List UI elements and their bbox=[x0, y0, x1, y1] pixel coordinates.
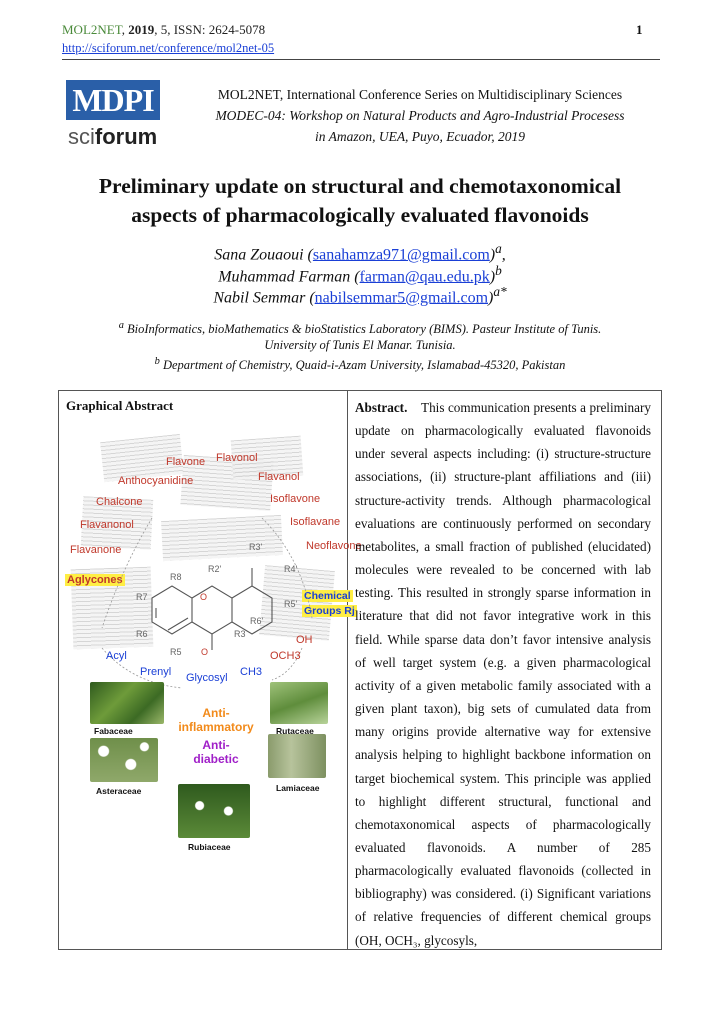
author-trail: , bbox=[501, 246, 506, 264]
mdpi-logo-text: MDPI bbox=[66, 80, 160, 120]
family-lamiaceae: Lamiaceae bbox=[276, 783, 320, 793]
ring-b bbox=[232, 586, 272, 634]
author-1: Sana Zouaoui (sanahamza971@gmail.com)$^a$, bbox=[214, 241, 506, 264]
activity-anti-inflammatory bbox=[168, 706, 264, 734]
activity-line: Anti- bbox=[202, 738, 230, 752]
r-label: R4' bbox=[284, 564, 298, 574]
rubiaceae-photo bbox=[178, 784, 250, 838]
r-label: R8 bbox=[170, 572, 182, 582]
r-label: R3 bbox=[234, 629, 246, 639]
class-anthocyanidine: Anthocyanidine bbox=[118, 475, 194, 487]
paper-title bbox=[60, 172, 660, 230]
class-flavanonol: Flavanonol bbox=[80, 519, 134, 531]
activity-line: inflammatory bbox=[178, 720, 254, 734]
box-column-divider bbox=[347, 390, 348, 950]
chemical-groups-label-1: Chemical bbox=[304, 590, 351, 602]
class-isoflavane: Isoflavane bbox=[290, 516, 341, 528]
family-rutaceae: Rutaceae bbox=[276, 726, 314, 736]
class-chalcone: Chalcone bbox=[96, 496, 143, 508]
group-och3: OCH3 bbox=[270, 650, 301, 662]
r-label: R7 bbox=[136, 592, 148, 602]
class-flavanol: Flavanol bbox=[258, 471, 300, 483]
ring-a bbox=[152, 586, 192, 634]
class-flavonol: Flavonol bbox=[216, 452, 258, 464]
family-asteraceae: Asteraceae bbox=[96, 786, 142, 796]
conference-location: in Amazon, UEA, Puyo, Ecuador, 2019 bbox=[314, 129, 526, 144]
rutaceae-photo bbox=[270, 682, 328, 724]
group-oh: OH bbox=[296, 634, 313, 646]
group-glycosyl: Glycosyl bbox=[186, 672, 228, 684]
class-neoflavone: Neoflavone bbox=[306, 540, 362, 552]
journal-name: MOL2NET bbox=[62, 22, 122, 37]
running-head: MOL2NET, 2019, 5, ISSN: 2624-5078 bbox=[62, 22, 266, 37]
author-name: Muhammad Farman bbox=[218, 268, 351, 286]
activity-line: diabetic bbox=[193, 752, 239, 766]
sciforum-sci: sci bbox=[68, 124, 95, 149]
affiliation-b-sup: b bbox=[154, 356, 160, 367]
header-divider bbox=[62, 59, 660, 60]
r-label: R6' bbox=[250, 616, 264, 626]
abstract-body: This communication presents a preliminary update on pharmacologically evaluated flavonoids under several aspects including: (i) structure-structure associations, (ii) structure-plant affiliations and (iii) structure-activity trends. Although pharmacological evaluations are continuously performed on secondary metabolites, a small fraction of published (elucidated) molecules were revealed to be concerned with lab testing. This resulted in strongly sparse information in literature that did not favor integrative work in this field. While sparse data don’t favor intensive analysis of well target system (e.g. a given pharmacological activity of a given metabolic family associated with a given plant taxon), big sets of cumulated data from many origins provide alternative way for extensive analysis helping to highlight backbone information on target biochemical system. This principle was applied to highlight different structural, functional and chemotaxonomical aspects of pharmacologically evaluated flavonoids. A number of 285 pharmacologically evaluated flavonoids (collected in bibliography) was considered. (i) Significant variations of relative frequencies of different chemical groups (OH, OCH₃, glycosyls, bbox=[355, 400, 651, 948]
class-flavone: Flavone bbox=[166, 456, 206, 468]
fabaceae-photo bbox=[90, 682, 164, 724]
r-label: R6 bbox=[136, 629, 148, 639]
author-sup: a* bbox=[493, 284, 507, 299]
abstract-label: Abstract. bbox=[355, 400, 408, 415]
ring-c bbox=[192, 586, 232, 634]
class-isoflavone: Isoflavone bbox=[270, 493, 321, 505]
atom-o-ring: O bbox=[200, 592, 208, 602]
abstract-text bbox=[355, 396, 651, 952]
sciforum-forum: forum bbox=[94, 124, 158, 149]
atom-o-carbonyl: O bbox=[201, 647, 209, 657]
affiliation-a-line1: BioInformatics, bioMathematics & bioStatistics Laboratory (BIMS). Pasteur Institute of Tunis. bbox=[127, 322, 602, 337]
graphical-abstract-figure bbox=[62, 418, 362, 888]
author-sup: b bbox=[495, 263, 502, 278]
conference-workshop: MODEC-04: Workshop on Natural Products and Agro-Industrial Procesess bbox=[215, 108, 625, 123]
sciforum-logo-text bbox=[68, 124, 157, 150]
asteraceae-photo bbox=[90, 738, 158, 782]
graphical-abstract-heading: Graphical Abstract bbox=[66, 398, 174, 413]
group-ch3: CH3 bbox=[240, 666, 263, 678]
aglycones-label: Aglycones bbox=[67, 574, 123, 586]
author-email-link[interactable]: nabilsemmar5@gmail.com bbox=[314, 289, 489, 307]
group-prenyl: Prenyl bbox=[140, 666, 172, 678]
r-label: R2' bbox=[208, 564, 222, 574]
conference-url-link[interactable]: http://sciforum.net/conference/mol2net-05 bbox=[62, 41, 275, 55]
group-acyl: Acyl bbox=[106, 650, 127, 662]
title-line-2: aspects of pharmacologically evaluated flavonoids bbox=[131, 203, 589, 227]
author-sup: a bbox=[495, 241, 502, 256]
r-label: R5' bbox=[284, 599, 298, 609]
affiliation-b-line: Department of Chemistry, Quaid-i-Azam University, Islamabad-45320, Pakistan bbox=[162, 358, 566, 373]
author-2: Muhammad Farman (farman@qau.edu.pk)$^b$ bbox=[218, 263, 502, 286]
affiliation-a-line2: University of Tunis El Manar. Tunisia. bbox=[264, 338, 456, 352]
mdpi-sciforum-logo bbox=[66, 80, 162, 156]
link-line bbox=[102, 518, 152, 628]
affiliation-b bbox=[60, 356, 660, 373]
chemical-groups-label-2: Groups Rj bbox=[304, 605, 355, 617]
journal-issn: , 5, ISSN: 2624-5078 bbox=[154, 22, 266, 37]
affiliation-a-sup: a bbox=[118, 320, 124, 331]
family-fabaceae: Fabaceae bbox=[94, 726, 133, 736]
conference-series: MOL2NET, International Conference Series on Multidisciplinary Sciences bbox=[217, 87, 623, 102]
page-number: 1 bbox=[636, 22, 643, 37]
author-email-link[interactable]: farman@qau.edu.pk bbox=[359, 268, 490, 286]
title-line-1: Preliminary update on structural and chemotaxonomical bbox=[98, 174, 622, 198]
journal-year: 2019 bbox=[128, 22, 155, 37]
activity-anti-diabetic bbox=[168, 738, 264, 766]
r-label: R5 bbox=[170, 647, 182, 657]
r-label: R3' bbox=[249, 542, 263, 552]
family-rubiaceae: Rubiaceae bbox=[188, 842, 231, 852]
lamiaceae-photo bbox=[268, 734, 326, 778]
author-name: Nabil Semmar bbox=[213, 289, 306, 307]
affiliation-a bbox=[60, 320, 660, 337]
activity-line: Anti- bbox=[202, 706, 230, 720]
class-flavanone: Flavanone bbox=[70, 544, 122, 556]
author-name: Sana Zouaoui bbox=[214, 246, 304, 264]
author-3: Nabil Semmar (nabilsemmar5@gmail.com)$^{a*}$ bbox=[213, 284, 507, 307]
author-email-link[interactable]: sanahamza971@gmail.com bbox=[312, 246, 490, 264]
